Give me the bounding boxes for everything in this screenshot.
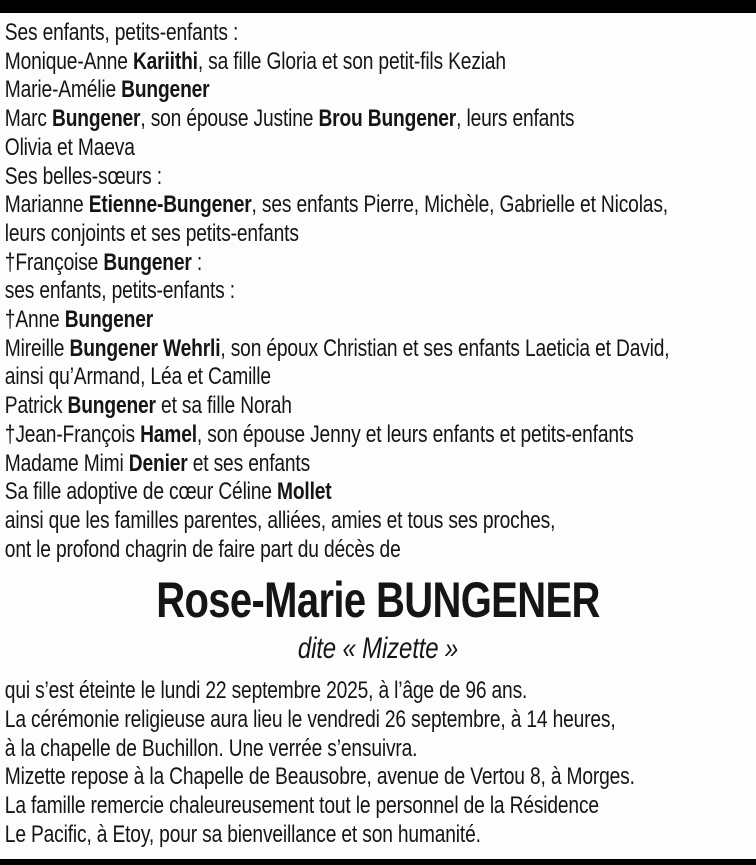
line-text: ainsi que les familles parentes, alliées, amies et tous ses proches, <box>4 506 556 534</box>
line-text: Madame Mimi <box>4 449 129 477</box>
bottom-border-bar <box>0 859 756 865</box>
notice-line <box>5 507 751 536</box>
family-surname-bold: Etienne-Bungener <box>88 191 252 219</box>
notice-line <box>5 249 751 278</box>
line-text: , ses enfants Pierre, Michèle, Gabrielle et Nicolas, <box>251 191 668 219</box>
family-surname-bold: Denier <box>128 449 188 477</box>
notice-line <box>5 821 751 850</box>
line-text: Le Pacific, à Etoy, pour sa bienveillance et son humanité. <box>4 820 481 848</box>
notice-body <box>0 13 756 850</box>
line-text: qui s’est éteinte le lundi 22 septembre 2025, à l’âge de 96 ans. <box>4 677 528 705</box>
line-text: †Jean-François <box>4 420 141 448</box>
notice-line <box>5 335 751 364</box>
line-text: Marianne <box>4 191 89 219</box>
line-text: , son époux Christian et ses enfants Laeticia et David, <box>220 334 670 362</box>
notice-line <box>5 306 751 335</box>
notice-line <box>5 220 751 249</box>
line-text: Ses enfants, petits-enfants : <box>4 19 239 46</box>
family-surname-bold: Bungener <box>67 392 156 420</box>
family-surname-bold: Bungener Wehrli <box>69 334 221 362</box>
line-text: Mizette repose à la Chapelle de Beausobre, avenue de Vertou 8, à Morges. <box>4 763 635 791</box>
notice-line <box>5 134 751 163</box>
line-text: †Anne <box>4 306 65 334</box>
notice-line <box>5 363 751 392</box>
line-text: , son épouse Jenny et leurs enfants et petits-enfants <box>196 420 634 448</box>
notice-line <box>5 450 751 479</box>
line-text: : <box>191 248 203 276</box>
line-text: leurs conjoints et ses petits-enfants <box>4 219 299 247</box>
deceased-alias: dite « Mizette » <box>297 632 459 666</box>
line-text: et ses enfants <box>187 449 311 477</box>
family-surname-bold: Bungener <box>121 76 210 104</box>
notice-line <box>5 536 751 565</box>
line-text: Ses belles-sœurs : <box>4 162 162 190</box>
family-surname-bold: Mollet <box>277 478 332 506</box>
line-text: et sa fille Norah <box>155 392 292 420</box>
deceased-name: Rose-Marie BUNGENER <box>156 572 600 629</box>
notice-line <box>5 277 751 306</box>
family-lines-block <box>5 19 751 564</box>
line-text: à la chapelle de Buchillon. Une verrée s’ensuivra. <box>4 734 418 762</box>
family-surname-bold: Brou Bungener <box>318 105 457 133</box>
notice-line <box>5 706 751 735</box>
line-text: Mireille <box>4 334 70 362</box>
family-surname-bold: Kariithi <box>132 47 198 75</box>
notice-line <box>5 191 751 220</box>
family-surname-bold: Hamel <box>140 420 197 448</box>
line-text: Patrick <box>4 392 68 420</box>
notice-line <box>5 792 751 821</box>
family-surname-bold: Bungener <box>52 105 141 133</box>
notice-line <box>5 763 751 792</box>
notice-line <box>5 478 751 507</box>
family-surname-bold: Bungener <box>103 248 192 276</box>
line-text: Sa fille adoptive de cœur Céline <box>4 478 278 506</box>
line-text: ont le profond chagrin de faire part du décès de <box>4 535 401 563</box>
notice-line <box>5 19 751 48</box>
line-text: , leurs enfants <box>456 105 575 133</box>
line-text: La cérémonie religieuse aura lieu le vendredi 26 septembre, à 14 heures, <box>4 706 616 734</box>
line-text: Marie-Amélie <box>4 76 122 104</box>
notice-line <box>5 421 751 450</box>
ceremony-details-block <box>5 677 751 849</box>
notice-line <box>5 677 751 706</box>
line-text: , son épouse Justine <box>140 105 319 133</box>
line-text: ses enfants, petits-enfants : <box>4 277 235 305</box>
notice-line <box>5 163 751 192</box>
line-text: †Françoise <box>4 248 104 276</box>
line-text: , sa fille Gloria et son petit-fils Keziah <box>197 47 506 75</box>
notice-line <box>5 735 751 764</box>
notice-line <box>5 76 751 105</box>
line-text: ainsi qu’Armand, Léa et Camille <box>4 363 271 391</box>
top-border-bar <box>0 0 756 13</box>
line-text: Olivia et Maeva <box>4 133 135 161</box>
family-surname-bold: Bungener <box>64 306 154 334</box>
line-text: Monique-Anne <box>4 47 133 75</box>
notice-line <box>5 48 751 77</box>
notice-line <box>5 105 751 134</box>
notice-line <box>5 392 751 421</box>
line-text: La famille remercie chaleureusement tout le personnel de la Résidence <box>4 792 599 820</box>
line-text: Marc <box>4 105 53 133</box>
